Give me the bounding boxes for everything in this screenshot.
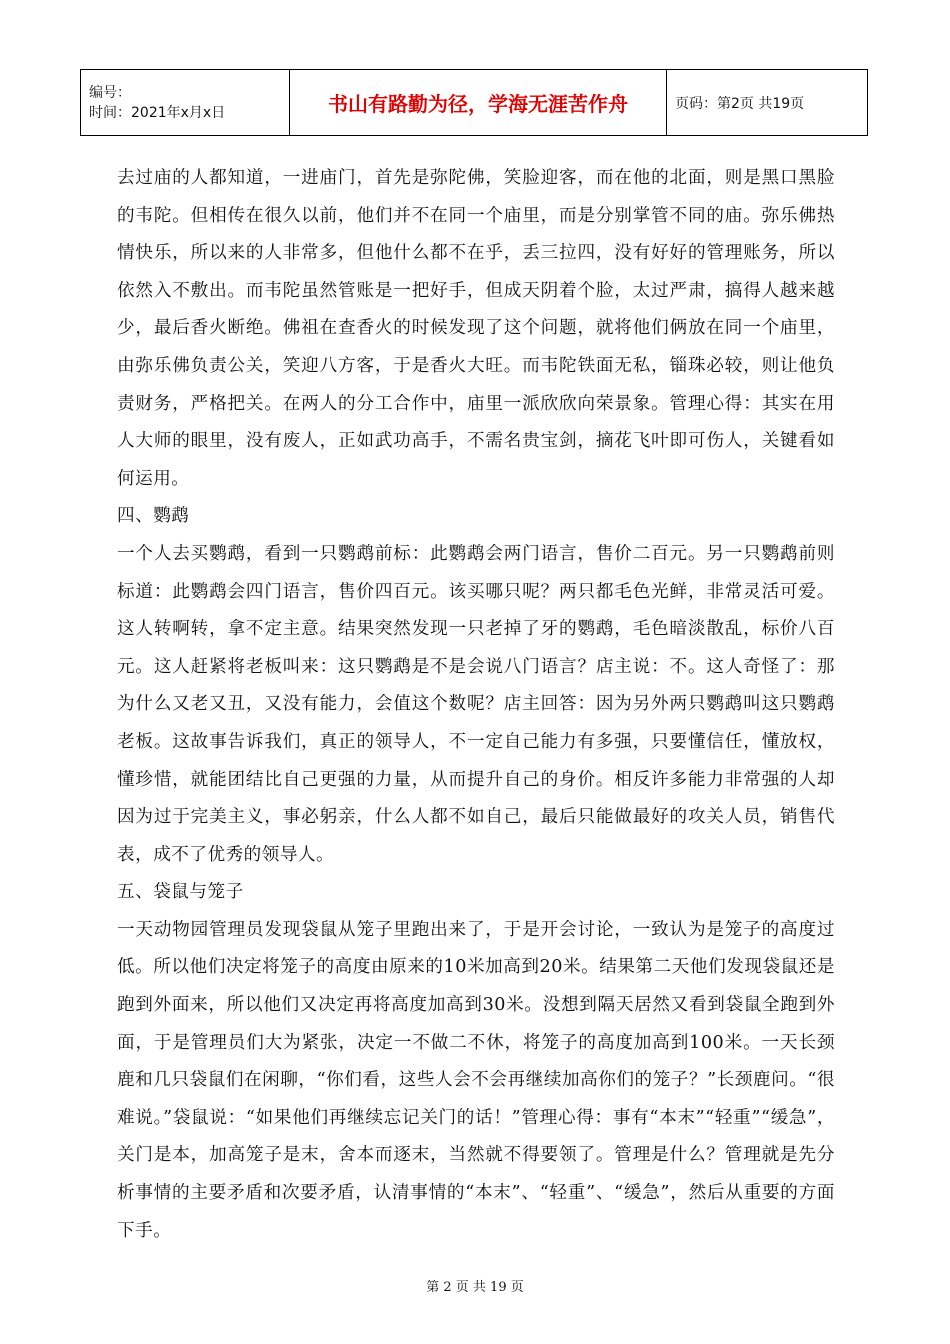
paragraph-kangaroo: 一天动物园管理员发现袋鼠从笼子里跑出来了，于是开会讨论，一致认为是笼子的高度过低。所以他们决定将笼子的高度由原来的10米加高到20米。结果第二天他们发现袋鼠还是跑到外面来，所以他们又决定再将高度加高到30米。没想到隔天居然又看到袋鼠全跑到外面，于是管理员们大为紧张，决定一不做二不休，将笼子的高度加高到100米。一天长颈鹿和几只袋鼠们在闲聊，“你们看，这些人会不会再继续加高你们的笼子？”长颈鹿问。“很难说。”袋鼠说：“如果他们再继续忘记关门的话！”管理心得：事有“本末”“轻重”“缓急”，关门是本，加高笼子是末，舍本而逐末，当然就不得要领了。管理是什么？管理就是先分析事情的主要矛盾和次要矛盾，认清事情的“本末”、“轻重”、“缓急”，然后从重要的方面下手。	[117, 919, 835, 1241]
time-label: 时间：2021年x月x日	[89, 104, 226, 121]
number-label: 编号：	[89, 84, 131, 101]
header-page-label: 页码：第2页 共19页	[667, 70, 868, 136]
header-meta-cell	[81, 70, 290, 136]
header-motto: 书山有路勤为径，学海无涯苦作舟	[290, 70, 667, 136]
paragraph-intro: 去过庙的人都知道，一进庙门，首先是弥陀佛，笑脸迎客，而在他的北面，则是黑口黑脸的韦陀。但相传在很久以前，他们并不在同一个庙里，而是分别掌管不同的庙。弥乐佛热情快乐，所以来的人非常多，但他什么都不在乎，丢三拉四，没有好好的管理账务，所以依然入不敷出。而韦陀虽然管账是一把好手，但成天阴着个脸，太过严肃，搞得人越来越少，最后香火断绝。佛祖在查香火的时候发现了这个问题，就将他们俩放在同一个庙里，由弥乐佛负责公关，笑迎八方客，于是香火大旺。而韦陀铁面无私，锱珠必较，则让他负责财务，严格把关。在两人的分工合作中，庙里一派欣欣向荣景象。管理心得：其实在用人大师的眼里，没有废人，正如武功高手，不需名贵宝剑，摘花飞叶即可伤人，关键看如何运用。	[117, 168, 835, 489]
paragraph-parrot: 一个人去买鹦鹉，看到一只鹦鹉前标：此鹦鹉会两门语言，售价二百元。另一只鹦鹉前则标道：此鹦鹉会四门语言，售价四百元。该买哪只呢？两只都毛色光鲜，非常灵活可爱。这人转啊转，拿不定主意。结果突然发现一只老掉了牙的鹦鹉，毛色暗淡散乱，标价八百元。这人赶紧将老板叫来：这只鹦鹉是不是会说八门语言？店主说：不。这人奇怪了：那为什么又老又丑，又没有能力，会值这个数呢？店主回答：因为另外两只鹦鹉叫这只鹦鹉老板。这故事告诉我们，真正的领导人，不一定自己能力有多强，只要懂信任，懂放权，懂珍惜，就能团结比自己更强的力量，从而提升自己的身价。相反许多能力非常强的人却因为过于完美主义，事必躬亲，什么人都不如自己，最后只能做最好的攻关人员，销售代表，成不了优秀的领导人。	[117, 543, 835, 865]
page-footer: 第 2 页 共 19 页	[426, 1280, 524, 1295]
document-header	[80, 69, 868, 136]
section-heading-parrot: 四、鹦鹉	[117, 506, 190, 527]
section-heading-kangaroo: 五、袋鼠与笼子	[117, 882, 244, 903]
document-body	[117, 160, 835, 1250]
